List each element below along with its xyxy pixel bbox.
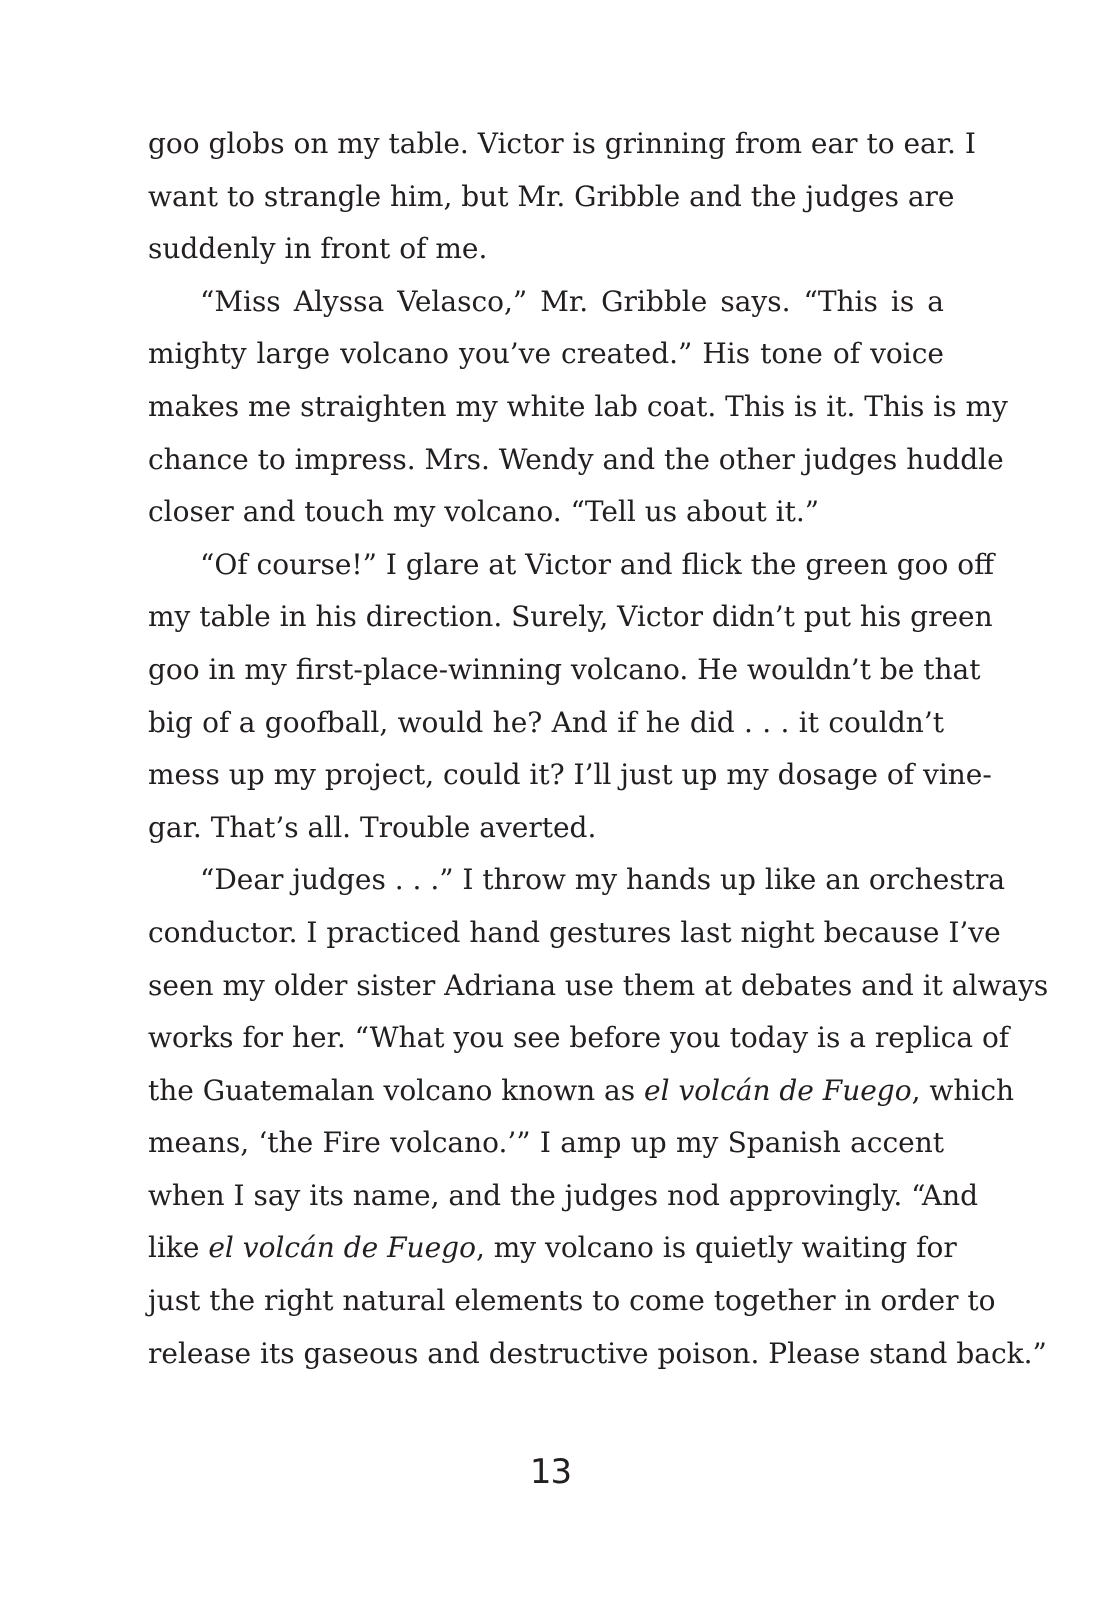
text-line (148, 223, 944, 276)
text-line (148, 907, 1001, 960)
text-segment: just the right natural elements to come together in order to (148, 1284, 996, 1318)
text-line (148, 1012, 1010, 1065)
text-line (148, 486, 944, 539)
text-line (148, 697, 944, 750)
paragraph (148, 276, 1008, 539)
text-segment: release its gaseous and destructive poison. Please stand back.” (148, 1336, 1047, 1370)
text-line (148, 1117, 944, 1170)
body-text (148, 118, 1049, 1380)
text-segment: works for her. “What you see before you today is a replica of (148, 1021, 1010, 1055)
text-line (148, 1275, 996, 1328)
text-segment: want to strangle him, but Mr. Gribble and the judges are (148, 179, 955, 213)
text-line (148, 434, 1004, 487)
text-segment: “Dear judges . . .” I throw my hands up like an orchestra (200, 863, 1006, 897)
italic-phrase: el volcán de Fuego (644, 1073, 912, 1107)
text-line (148, 539, 995, 592)
text-segment: means, ‘the Fire volcano.’” I amp up my Spanish accent (148, 1126, 944, 1160)
text-segment: makes me straighten my white lab coat. This is it. This is my (148, 389, 1008, 423)
text-line (148, 591, 993, 644)
text-segment: “Of course!” I glare at Victor and flick the green goo off (200, 547, 995, 581)
text-segment: chance to impress. Mrs. Wendy and the other judges huddle (148, 442, 1004, 476)
text-line (148, 171, 955, 224)
text-line (148, 1170, 979, 1223)
paragraph (148, 539, 995, 855)
text-line (148, 1222, 957, 1275)
text-segment: goo globs on my table. Victor is grinning from ear to ear. I (148, 127, 976, 160)
text-segment: closer and touch my volcano. “Tell us about it.” (148, 495, 820, 529)
text-line (148, 854, 1006, 907)
text-segment: my table in his direction. Surely, Victor didn’t put his green (148, 600, 993, 634)
text-line (148, 1065, 1015, 1118)
text-segment: suddenly in front of me. (148, 232, 488, 266)
text-segment: , which (911, 1073, 1015, 1107)
text-segment: seen my older sister Adriana use them at debates and it always (148, 968, 1049, 1002)
text-segment: conductor. I practiced hand gestures last night because I’ve (148, 915, 1001, 949)
text-segment: when I say its name, and the judges nod approvingly. “And (148, 1178, 979, 1212)
text-line (148, 381, 1008, 434)
italic-phrase: el volcán de Fuego (208, 1231, 476, 1265)
text-line (148, 802, 944, 855)
text-line (148, 276, 944, 329)
text-segment: “Miss Alyssa Velasco,” Mr. Gribble says. “This is a (200, 284, 944, 318)
text-segment: big of a goofball, would he? And if he did . . . it couldn’t (148, 705, 944, 739)
text-segment: gar. That’s all. Trouble averted. (148, 810, 597, 844)
text-segment: , my volcano is quietly waiting for (475, 1231, 957, 1265)
text-line (148, 328, 944, 381)
text-line (148, 118, 976, 171)
text-segment: mighty large volcano you’ve created.” His tone of voice (148, 337, 944, 371)
text-segment: goo in my first-place-winning volcano. He wouldn’t be that (148, 652, 981, 686)
text-line (148, 960, 1049, 1013)
text-line (148, 1328, 1047, 1381)
text-segment: the Guatemalan volcano known as (148, 1073, 645, 1107)
paragraph (148, 118, 976, 276)
text-line (148, 749, 992, 802)
text-segment: like (148, 1231, 209, 1265)
text-segment: mess up my project, could it? I’ll just up my dosage of vine- (148, 758, 992, 792)
text-line (148, 644, 981, 697)
paragraph (148, 854, 1049, 1380)
page-number: 13 (529, 1452, 572, 1492)
